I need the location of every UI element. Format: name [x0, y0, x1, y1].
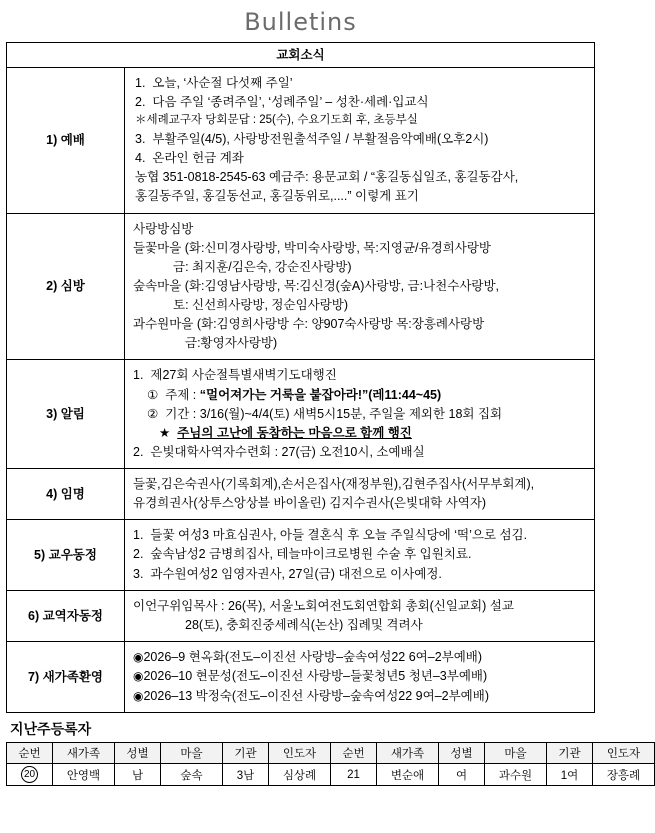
page-title: Bulletins — [244, 8, 357, 36]
table-row — [7, 360, 595, 469]
cell-sequence: 21 — [331, 764, 377, 786]
row-content-pastor-news — [125, 590, 595, 641]
cell-village: 숲속 — [161, 764, 223, 786]
column-header: 기관 — [547, 743, 593, 764]
row-label-announcements: 3) 알림 — [7, 360, 125, 469]
bullet-icon: ◉ — [133, 688, 144, 703]
list-item: 숲속마을 (화:김영남사랑방, 목:김신경(숲A)사랑방, 금:나천수사랑방, — [133, 278, 500, 293]
attendance-title: 지난주등록자 — [10, 721, 92, 738]
column-header: 인도자 — [269, 743, 331, 764]
list-item: 들꽃,김은숙권사(기록회계),손서은집사(재정부원),김현주집사(서무부회계), — [133, 477, 535, 492]
cell-guide: 심상례 — [269, 764, 331, 786]
list-item: ◉2026–9 현옥화(전도–이진선 사랑방–숲속여성22 6여–2부예배) — [133, 649, 483, 664]
column-header: 기관 — [223, 743, 269, 764]
cell-village: 과수원 — [485, 764, 547, 786]
circled-number-1: ① — [147, 387, 159, 402]
list-item: ◉2026–13 박정숙(전도–이진선 사랑방–숲속여성22 9여–2부예배) — [133, 688, 489, 703]
row-label-pastor-news: 6) 교역자동정 — [7, 590, 125, 641]
table-row — [7, 469, 595, 520]
list-item: 농협 351-0818-2545-63 예금주: 용문교회 / “홍길동십일조, 홍길동감사, — [135, 170, 519, 185]
table-row — [7, 764, 655, 786]
cell-gender: 남 — [115, 764, 161, 786]
list-item: 4. 온라인 헌금 계좌 — [135, 151, 244, 166]
bullet-icon: ◉ — [133, 649, 144, 664]
list-item: 2. 은빛대학사역자수련회 : 27(금) 오전10시, 소예배실 — [133, 444, 425, 459]
row-label-appointments: 4) 임명 — [7, 469, 125, 520]
table-section-header-row — [7, 43, 595, 68]
church-news-table — [6, 42, 595, 713]
list-item: 28(토), 충회진중세례식(논산) 집례및 격려사 — [185, 617, 423, 632]
list-item: 2. 숲속남성2 금병희집사, 테늘마이크로병원 수술 후 입원치료. — [133, 547, 472, 562]
row-label-visitation: 2) 심방 — [7, 213, 125, 360]
cell-sequence — [7, 764, 53, 786]
list-item: 3. 부활주일(4/5), 사랑방전원출석주일 / 부활절음악예배(오후2시) — [135, 132, 489, 147]
list-item: 2. 다음 주일 ‘종려주일’, ‘성례주일’ – 성찬·세례·입교식 — [135, 95, 429, 110]
cell-group: 3남 — [223, 764, 269, 786]
list-item: ★ 주님의 고난에 동참하는 마음으로 함께 행진 — [159, 425, 412, 440]
cell-name: 변순애 — [377, 764, 439, 786]
list-item: 홍길동주일, 홍길동선교, 홍길동위로,....” 이렇게 표기 — [135, 189, 419, 204]
row-content-member-news — [125, 520, 595, 590]
row-label-member-news: 5) 교우동정 — [7, 520, 125, 590]
list-item: 1. 제27회 사순절특별새벽기도대행진 — [133, 368, 337, 383]
cell-guide: 장흥례 — [593, 764, 655, 786]
list-item: 유경희권사(상투스앙상블 바이올린) 김지수권사(은빛대학 사역자) — [133, 496, 487, 511]
row-label-worship: 1) 예배 — [7, 68, 125, 213]
list-item: ◉2026–10 현문성(전도–이진선 사랑방–들꽃청년5 청년–3부예배) — [133, 669, 488, 684]
list-item: ＊세례교구자 당회문답 : 25(수), 수요기도회 후, 초등부실 — [135, 114, 418, 127]
table-row — [7, 641, 595, 712]
table-row — [7, 590, 595, 641]
column-header: 마을 — [161, 743, 223, 764]
list-item: 사랑방심방 — [133, 221, 194, 236]
list-item: 1. 들꽃 여성3 마효심권사, 아들 결혼식 후 오늘 주일식당에 ‘떡’으로 섬김. — [133, 528, 528, 543]
list-item: 금: 최지훈/김은숙, 강순진사랑방) — [173, 259, 352, 274]
cell-gender: 여 — [439, 764, 485, 786]
table-row — [7, 213, 595, 360]
column-header: 마을 — [485, 743, 547, 764]
column-header: 순번 — [331, 743, 377, 764]
list-item: 1. 오늘, ‘사순절 다섯째 주일’ — [135, 76, 293, 91]
bullet-icon: ◉ — [133, 669, 144, 684]
list-item: ① 주제 : “멀어져가는 거룩을 붙잡아라!”(레11:44~45) — [147, 387, 442, 402]
list-item: 들꽃마을 (화:신미경사랑방, 박미숙사랑방, 목:지영균/유경희사랑방 — [133, 240, 491, 255]
circled-number: 20 — [21, 766, 38, 783]
circled-number-2: ② — [147, 406, 159, 421]
row-content-worship — [125, 68, 595, 213]
star-icon: ★ — [159, 425, 171, 440]
column-header: 새가족 — [53, 743, 115, 764]
list-item: 금:황영자사랑방) — [185, 336, 278, 351]
column-header: 인도자 — [593, 743, 655, 764]
list-item: 과수원마을 (화:김영희사랑방 수: 양907숙사랑방 목:장흥례사랑방 — [133, 317, 485, 332]
list-item: 이언구위임목사 : 26(목), 서울노회여전도회연합회 총회(신일교회) 설교 — [133, 598, 514, 613]
section-header: 교회소식 — [7, 43, 595, 68]
attendance-header-row — [7, 743, 655, 764]
row-content-visitation — [125, 213, 595, 360]
column-header: 새가족 — [377, 743, 439, 764]
list-item: 3. 과수원여성2 임영자권사, 27일(금) 대전으로 이사예정. — [133, 566, 442, 581]
cell-group: 1여 — [547, 764, 593, 786]
list-item: ② 기간 : 3/16(월)~4/4(토) 새벽5시15분, 주일을 제외한 18회 집회 — [147, 406, 503, 421]
column-header: 순번 — [7, 743, 53, 764]
attendance-table — [6, 742, 655, 786]
row-content-announcements — [125, 360, 595, 469]
row-content-new-family — [125, 641, 595, 712]
row-label-new-family: 7) 새가족환영 — [7, 641, 125, 712]
cell-name: 안영백 — [53, 764, 115, 786]
table-row — [7, 520, 595, 590]
list-item: 토: 신선희사랑방, 정순임사랑방) — [173, 298, 349, 313]
column-header: 성별 — [439, 743, 485, 764]
row-content-appointments — [125, 469, 595, 520]
table-row — [7, 68, 595, 213]
column-header: 성별 — [115, 743, 161, 764]
